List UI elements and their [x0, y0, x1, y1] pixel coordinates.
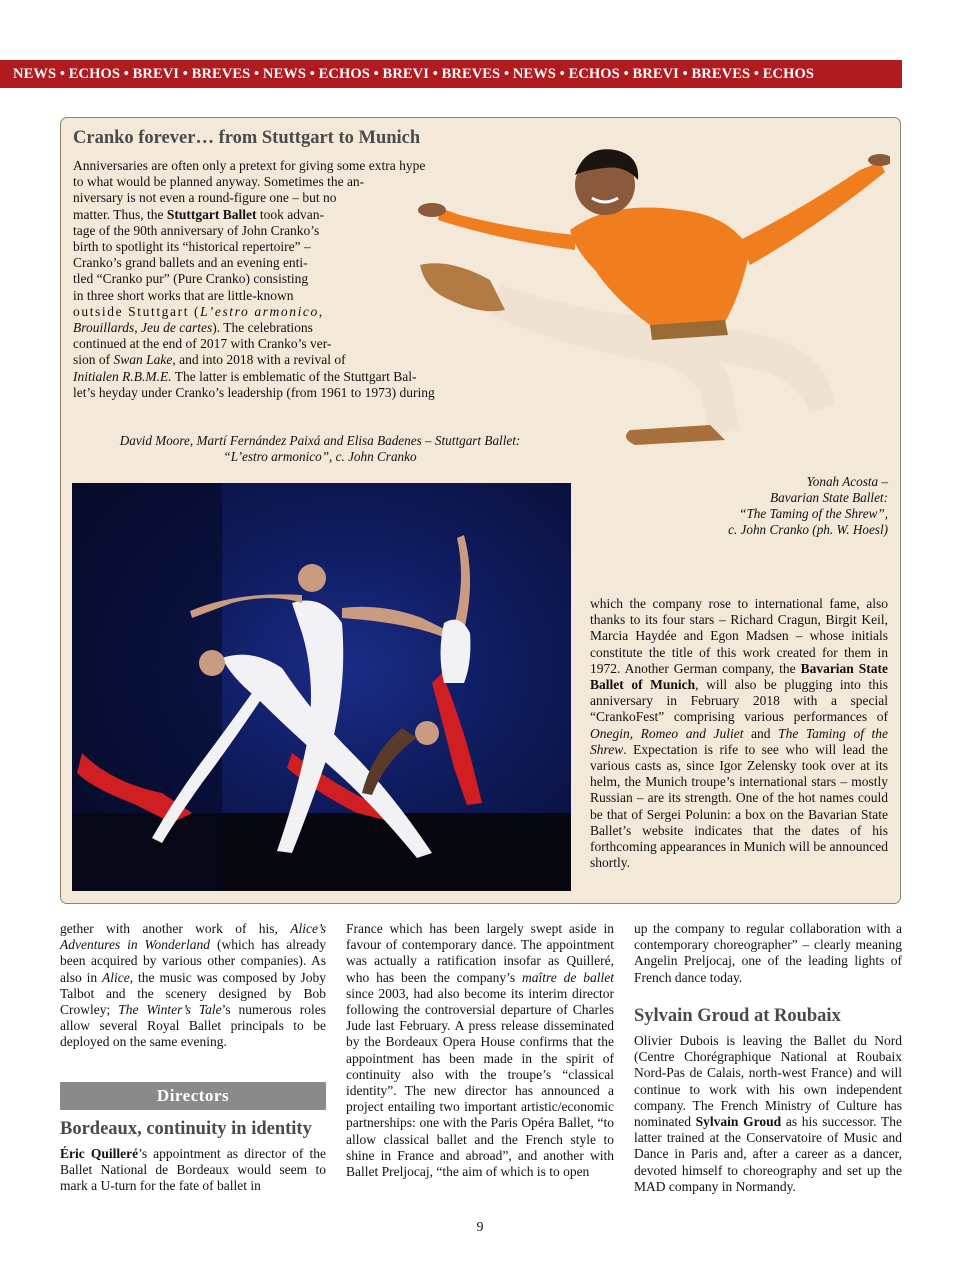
text-line: Anniversaries are often only a pretext for giving some extra hype: [73, 158, 426, 173]
directors-section-header: Directors: [60, 1082, 326, 1110]
text-line: in three short works that are little-known: [73, 287, 294, 303]
column-1-text: gether with another work of his, Alice’s Adventures in Wonderland (which has already been acquired by various other companies). As also in Alice, the music was composed by Joby Talbot and the scenery designed by Bob Crowley; The Winter’s Tale’s numerous roles allow several Royal Ballet principals to be deployed on the same evening.: [60, 921, 326, 1050]
sylvain-heading: Sylvain Groud at Roubaix: [634, 1006, 841, 1026]
text-line: Brouillards, Jeu de cartes). The celebrations: [73, 320, 313, 336]
text-line: let’s heyday under Cranko’s leadership (from 1961 to 1973) during: [73, 384, 435, 400]
article-right-text: which the company rose to international fame, also thanks to its four stars – Richard Cragun, Birgit Keil, Marcia Haydée and Egon Madsen – whose initials constitute the title of this work created for them in 1972. Another German company, the Bavarian State Ballet of Munich, will also be plugging into this anniversary in February 2018 with a special “CrankoFest” comprising various performances of Onegin, Romeo and Juliet and The Taming of the Shrew. Expectation is rife to see who will lead the various casts as, since Igor Zelensky took over at its helm, the Munich troupe’s international stars – mostly Russian – are its strength. One of the hot names could be that of Sergei Polunin: a box on the Bavarian State Ballet’s website indicates that the dates of his forthcoming appearances in Munich will be announced shortly.: [590, 596, 889, 871]
news-banner: NEWS • ECHOS • BREVI • BREVES • NEWS • ECHOS • BREVI • BREVES • NEWS • ECHOS • BREVI • BREVES • ECHOS: [0, 60, 902, 88]
bordeaux-text: Éric Quilleré’s appointment as director of the Ballet National de Bordeaux would seem to mark a U-turn for the fate of ballet in: [60, 1146, 326, 1194]
caption-line: “L’estro armonico”, c. John Cranko: [223, 449, 417, 464]
caption-line: “The Taming of the Shrew”,: [739, 506, 888, 521]
photo-caption: [70, 433, 570, 465]
column-2-text: France which has been largely swept aside in favour of contemporary dance. The appointment was actually a ratification insofar as Quilleré, who has been the company’s maître de ballet since 2003, had also become its interim director following the controversial departure of Charles Jude last February. A press release disseminated by the Bordeaux Opera House confirms that the appointment has been made in the spirit of continuity also with the troupe’s “classical identity”. The new director has announced a project entailing two important artistic/economic partnerships: one with the Paris Opéra Ballet, “to allow classical ballet and the French style to shine in France and abroad”, and another with Ballet Preljocaj, “the aim of which is to open: [346, 921, 614, 1180]
text-line: birth to spotlight its “historical repertoire” –: [73, 239, 311, 255]
caption-line: Bavarian State Ballet:: [770, 490, 888, 505]
caption-line: Yonah Acosta –: [806, 474, 888, 489]
text-line: to what would be planned anyway. Sometimes the an-: [73, 174, 365, 190]
text-line: tage of the 90th anniversary of John Cranko’s: [73, 222, 320, 238]
text-line: sion of Swan Lake, and into 2018 with a revival of: [73, 352, 346, 368]
sylvain-text: Olivier Dubois is leaving the Ballet du Nord (Centre Chorégraphique National at Roubaix Nord-Pas de Calais, north-west France) and will continue to work with his own independent company. The French Ministry of Culture has nominated Sylvain Groud as his successor. The latter trained at the Conservatoire of Music and Dance in Paris and, after a career as a dancer, devoted himself to choreography and set up the MAD company in Normandy.: [634, 1033, 902, 1194]
text-line: tled “Cranko pur” (Pure Cranko) consisting: [73, 271, 309, 287]
text-line: Cranko’s grand ballets and an evening enti-: [73, 255, 308, 271]
text-line: Initialen R.B.M.E. The latter is emblematic of the Stuttgart Bal-: [73, 368, 417, 384]
article-title: Cranko forever… from Stuttgart to Munich: [73, 128, 421, 148]
dancer-caption: [640, 474, 888, 538]
page-number: 9: [476, 1220, 484, 1235]
caption-line: c. John Cranko (ph. W. Hoesl): [728, 522, 888, 537]
text-line: continued at the end of 2017 with Cranko’s ver-: [73, 336, 332, 352]
text-line: matter. Thus, the Stuttgart Ballet took advan-: [73, 206, 324, 222]
dancer-photo: [380, 140, 890, 460]
column-3-text: up the company to regular collaboration with a contemporary choreographer” – clearly meaning Angelin Preljocaj, one of the leading lights of French dance today.: [634, 921, 902, 985]
text-line: outside Stuttgart (L’estro armonico,: [73, 303, 324, 319]
text-line: niversary is not even a round-figure one – but no: [73, 190, 337, 206]
bordeaux-heading: Bordeaux, continuity in identity: [60, 1119, 312, 1139]
caption-line: David Moore, Martí Fernández Paixá and Elisa Badenes – Stuttgart Ballet:: [119, 433, 521, 448]
stage-photo: [72, 483, 571, 891]
